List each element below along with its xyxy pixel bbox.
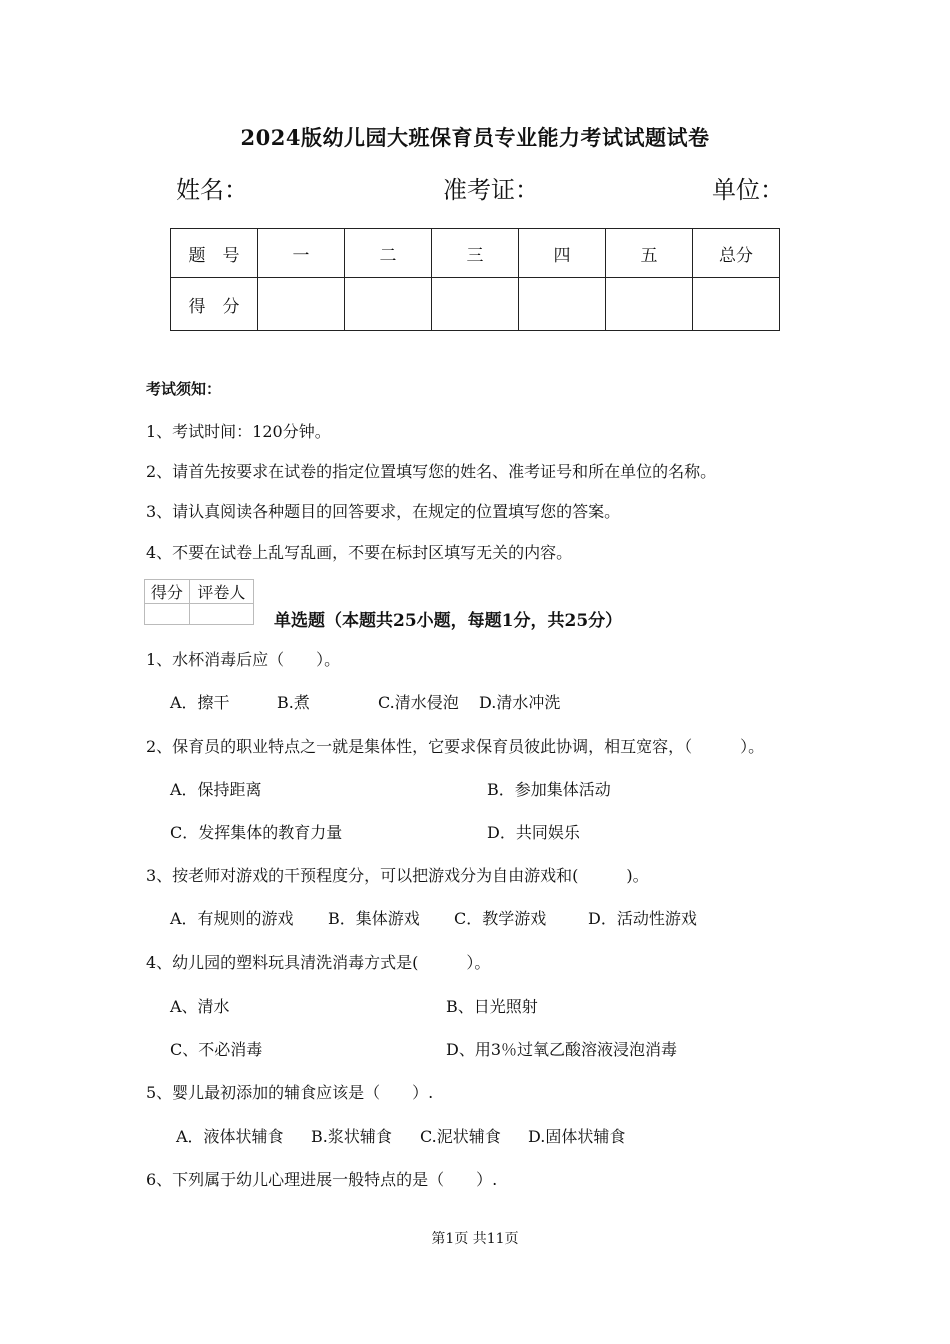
question-option: A．液体状辅食 bbox=[176, 1127, 284, 1146]
score-table bbox=[170, 228, 780, 331]
score-table-column-header: 二 bbox=[345, 229, 432, 278]
question-stem: 4、幼儿园的塑料玩具清洗消毒方式是( ）。 bbox=[146, 953, 491, 972]
score-cell bbox=[258, 278, 345, 331]
question-option: C、不必消毒 bbox=[170, 1040, 263, 1059]
notice-heading: 考试须知： bbox=[146, 380, 222, 398]
score-cell bbox=[345, 278, 432, 331]
grader-score-cell bbox=[145, 604, 190, 625]
name-label: 姓名： bbox=[176, 176, 248, 204]
score-cell bbox=[693, 278, 780, 331]
question-stem: 5、婴儿最初添加的辅食应该是（ ）. bbox=[146, 1083, 434, 1102]
notice-item: 2、请首先按要求在试卷的指定位置填写您的姓名、准考证号和所在单位的名称。 bbox=[146, 462, 717, 481]
grader-name-cell bbox=[189, 604, 253, 625]
question-option: A．有规则的游戏 bbox=[170, 909, 294, 928]
question-option: B、日光照射 bbox=[446, 997, 538, 1016]
score-cell bbox=[606, 278, 693, 331]
question-stem: 3、按老师对游戏的干预程度分，可以把游戏分为自由游戏和( )。 bbox=[146, 866, 649, 885]
question-stem: 1、水杯消毒后应（ ）。 bbox=[146, 650, 341, 669]
score-table-header-row bbox=[171, 229, 780, 278]
question-option: D．活动性游戏 bbox=[588, 909, 697, 928]
score-table-row-label: 题 号 bbox=[171, 229, 258, 278]
score-table-column-header: 五 bbox=[606, 229, 693, 278]
notice-item: 3、请认真阅读各种题目的回答要求，在规定的位置填写您的答案。 bbox=[146, 502, 621, 521]
score-table-column-header: 总分 bbox=[693, 229, 780, 278]
question-option: C.泥状辅食 bbox=[420, 1127, 501, 1146]
exam-id-label: 准考证： bbox=[443, 176, 539, 204]
score-table-column-header: 四 bbox=[519, 229, 606, 278]
section-title: 单选题（本题共25小题，每题1分，共25分） bbox=[274, 611, 623, 631]
question-option: D.清水冲洗 bbox=[479, 693, 561, 712]
score-table-column-header: 一 bbox=[258, 229, 345, 278]
page-title: 2024版幼儿园大班保育员专业能力考试试题试卷 bbox=[240, 125, 710, 150]
grader-box bbox=[144, 579, 254, 625]
question-option: B．集体游戏 bbox=[328, 909, 420, 928]
question-option: D、用3％过氧乙酸溶液浸泡消毒 bbox=[446, 1040, 678, 1059]
question-option: A、清水 bbox=[170, 997, 230, 1016]
question-option: A．保持距离 bbox=[170, 780, 262, 799]
question-option: B.煮 bbox=[277, 693, 310, 712]
question-stem: 2、保育员的职业特点之一就是集体性，它要求保育员彼此协调，相互宽容，（ ）。 bbox=[146, 737, 765, 756]
grader-score-label: 得分 bbox=[145, 580, 190, 604]
notice-item: 4、不要在试卷上乱写乱画，不要在标封区填写无关的内容。 bbox=[146, 543, 573, 562]
question-option: C．教学游戏 bbox=[454, 909, 547, 928]
notice-item: 1、考试时间：120分钟。 bbox=[146, 422, 331, 441]
question-option: B.浆状辅食 bbox=[311, 1127, 392, 1146]
score-table-score-row bbox=[171, 278, 780, 331]
grader-name-label: 评卷人 bbox=[189, 580, 253, 604]
score-cell bbox=[519, 278, 606, 331]
page-footer: 第1页 共11页 bbox=[431, 1231, 519, 1247]
question-option: B．参加集体活动 bbox=[487, 780, 611, 799]
score-table-column-header: 三 bbox=[432, 229, 519, 278]
question-stem: 6、下列属于幼儿心理进展一般特点的是（ ）. bbox=[146, 1170, 498, 1189]
question-option: D.固体状辅食 bbox=[528, 1127, 626, 1146]
question-option: A．擦干 bbox=[170, 693, 230, 712]
question-option: C．发挥集体的教育力量 bbox=[170, 823, 343, 842]
unit-label: 单位： bbox=[712, 176, 784, 204]
score-table-row-label: 得 分 bbox=[171, 278, 258, 331]
score-cell bbox=[432, 278, 519, 331]
question-option: D．共同娱乐 bbox=[487, 823, 580, 842]
question-option: C.清水侵泡 bbox=[378, 693, 459, 712]
